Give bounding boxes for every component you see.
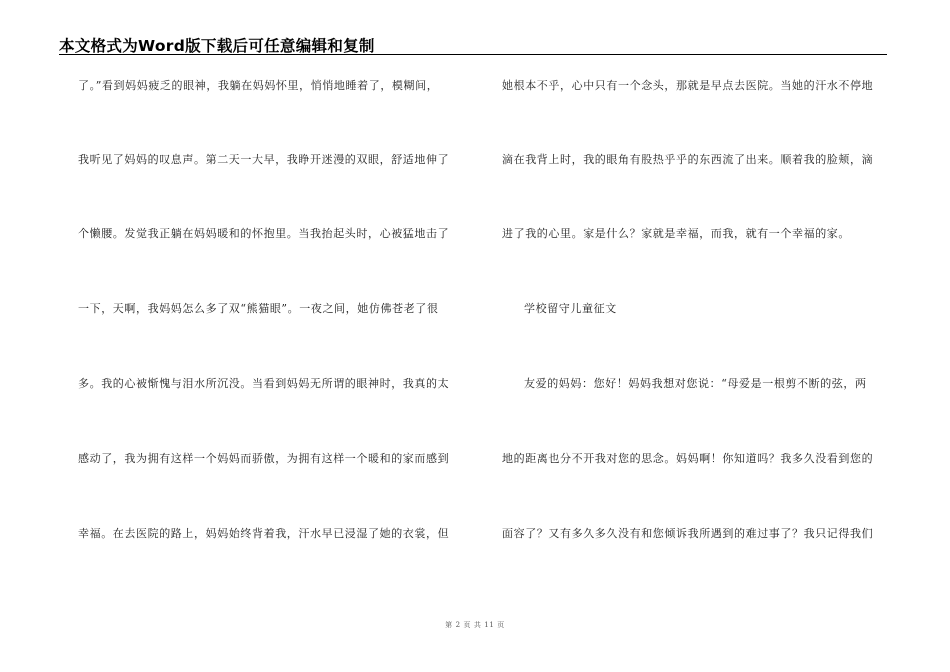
text-line: 了。”看到妈妈疲乏的眼神，我躺在妈妈怀里，悄悄地睡着了，模糊间， xyxy=(78,79,439,92)
document-header-title: 本文格式为Word版下载后可任意编辑和复制 xyxy=(59,37,375,55)
text-line: 地的距离也分不开我对您的思念。妈妈啊！你知道吗？我多久没看到您的 xyxy=(502,452,874,465)
text-line: 个懒腰。发觉我正躺在妈妈暖和的怀抱里。当我抬起头时，心被猛地击了 xyxy=(78,227,450,240)
text-line: 滴在我背上时，我的眼角有股热乎乎的东西流了出来。顺着我的脸颊，滴 xyxy=(502,153,874,166)
text-line: 进了我的心里。家是什么？家就是幸福，而我，就有一个幸福的家。 xyxy=(502,227,850,240)
text-line: 多。我的心被惭愧与泪水所沉没。当看到妈妈无所谓的眼神时，我真的太 xyxy=(78,377,450,390)
page-number: 第 2 页 共 11 页 xyxy=(445,621,505,629)
section-heading: 学校留守儿童征文 xyxy=(524,302,617,315)
text-line: 她根本不乎，心中只有一个念头，那就是早点去医院。当她的汗水不停地 xyxy=(502,79,874,92)
text-line: 一下，天啊，我妈妈怎么多了双“熊猫眼”。一夜之间，她仿佛苍老了很 xyxy=(78,302,439,315)
text-line: 面容了？又有多久多久没有和您倾诉我所遇到的难过事了？我只记得我们 xyxy=(502,527,874,540)
text-line: 幸福。在去医院的路上，妈妈始终背着我，汗水早已浸湿了她的衣裳，但 xyxy=(78,527,450,540)
text-line: 感动了，我为拥有这样一个妈妈而骄傲，为拥有这样一个暖和的家而感到 xyxy=(78,452,450,465)
page-header xyxy=(59,30,887,56)
text-line: 友爱的妈妈：您好！妈妈我想对您说：“母爱是一根剪不断的弦，两 xyxy=(524,377,867,390)
text-line: 我听见了妈妈的叹息声。第二天一大早，我睁开迷漫的双眼，舒适地伸了 xyxy=(78,153,450,166)
header-divider xyxy=(59,54,887,55)
